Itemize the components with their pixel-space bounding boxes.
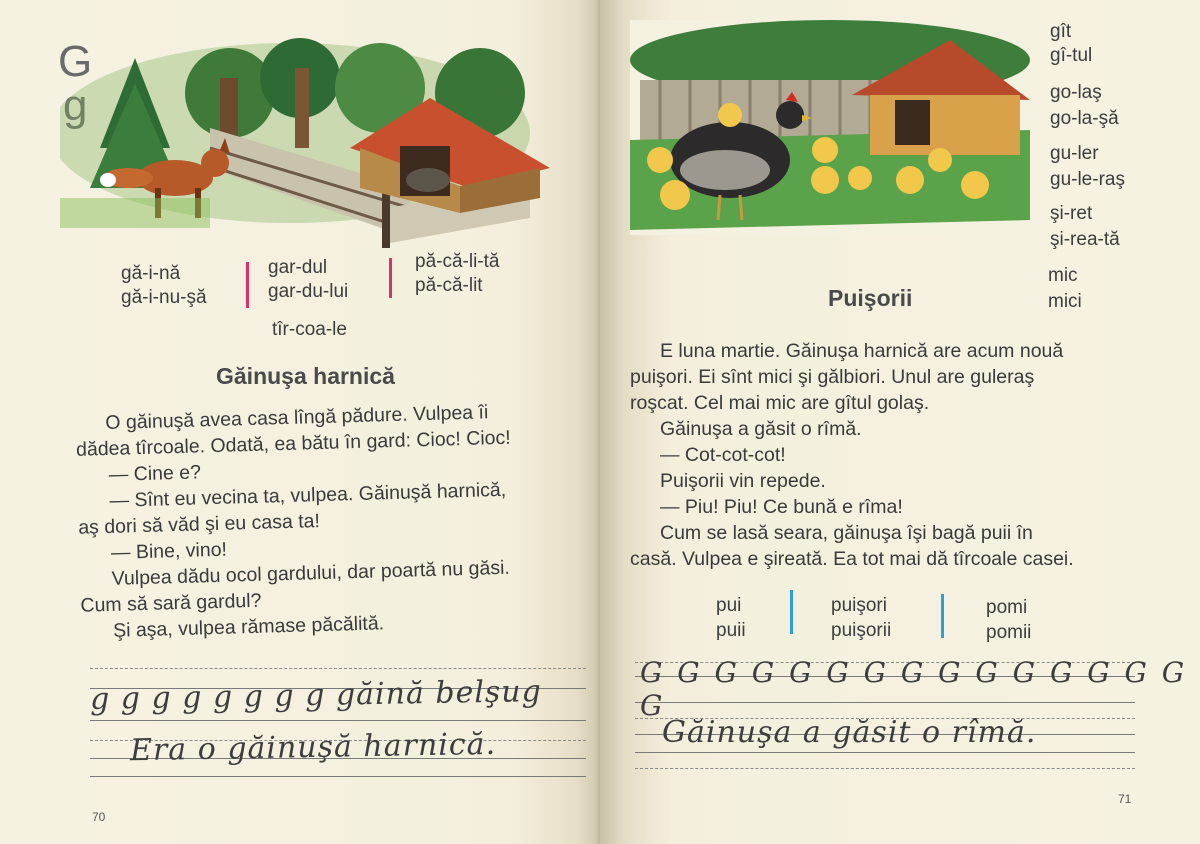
text-line: — Sînt eu vecina ta, vulpea. Găinuşă harnică, — [109, 478, 507, 512]
word-column-2 — [831, 593, 891, 643]
text-line: — Cine e? — [108, 461, 202, 486]
cursive-line-2: Era o găinuşă harnică. — [129, 726, 497, 769]
guide-line — [90, 668, 586, 669]
story-title: Găinuşa harnică — [216, 363, 395, 389]
guide-line — [635, 768, 1135, 769]
word: pomi — [986, 597, 1028, 618]
text-line: — Bine, vino! — [110, 538, 228, 564]
page-number: 71 — [1118, 792, 1132, 806]
text-line: — Piu! Piu! Ce bună e rîma! — [660, 496, 903, 518]
text-line: Şi aşa, vulpea rămase păcălită. — [112, 612, 385, 642]
text-line: Puişorii vin repede. — [660, 470, 826, 492]
syllable-line: gă-i-nu-şă — [121, 287, 207, 308]
syllable-line: gă-i-nă — [121, 263, 181, 284]
word-pair — [1050, 20, 1092, 68]
story-title: Puişorii — [828, 285, 913, 311]
text-line: aş dori să văd şi eu casa ta! — [77, 510, 321, 539]
word: şi-ret — [1050, 203, 1093, 224]
letter-lower: g — [63, 81, 88, 130]
word: go-la-şă — [1050, 108, 1119, 129]
hen-chicks-illustration — [630, 20, 1030, 235]
separator-bar — [941, 594, 944, 638]
word: mic — [1048, 265, 1078, 286]
word-pair — [1050, 201, 1120, 253]
right-page — [600, 0, 1200, 844]
text-line: dădea tîrcoale. Odată, ea bătu în gard: Cioc! Cioc! — [75, 426, 511, 461]
syllable-line: pă-că-li-tă — [415, 251, 500, 272]
word-column-3 — [986, 595, 1031, 645]
separator-bar — [790, 590, 793, 634]
text-line: Vulpea dădu ocol gardului, dar poartă nu găsi. — [111, 556, 511, 590]
syllable-line: pă-că-lit — [415, 275, 483, 296]
word: gu-le-raş — [1050, 169, 1125, 190]
text-line: E luna martie. Găinuşa harnică are acum nouă — [660, 340, 1064, 362]
text-line: Cum să sară gardul? — [80, 589, 262, 617]
cursive-line-1: G G G G G G G G G G G G G G G G — [640, 656, 1188, 722]
story-text — [75, 397, 591, 644]
word: gît — [1050, 21, 1072, 42]
page-number: 70 — [92, 810, 106, 824]
syllable-group-2 — [268, 256, 348, 304]
guide-line — [635, 752, 1135, 753]
word: go-laş — [1050, 82, 1102, 103]
word-pair — [1048, 263, 1082, 315]
word: puişori — [831, 595, 887, 616]
story-text — [630, 338, 1150, 572]
text-line: Cum se lasă seara, găinuşa îşi bagă puii în — [660, 522, 1033, 544]
text-line: puişori. Ei sînt mici şi gălbiori. Unul are guleraş — [630, 366, 1035, 388]
text-line: O găinuşă avea casa lîngă pădure. Vulpea îi — [105, 401, 489, 434]
fox-henhouse-illustration — [60, 38, 560, 250]
word: puii — [716, 620, 746, 641]
letter-upper: G — [58, 37, 93, 86]
text-line: Găinuşa a găsit o rîmă. — [660, 418, 862, 440]
word: puişorii — [831, 620, 892, 641]
text-line: casă. Vulpea e şireată. Ea tot mai dă tîrcoale casei. — [630, 548, 1074, 570]
word: pui — [716, 595, 742, 616]
syllable-group-3 — [415, 250, 499, 298]
syllable-group-1 — [121, 262, 207, 310]
syllable-line: gar-du-lui — [268, 281, 349, 302]
text-line: roşcat. Cel mai mic are gîtul golaş. — [630, 392, 930, 414]
word: gu-ler — [1050, 143, 1099, 164]
cursive-line-2: Găinuşa a găsit o rîmă. — [662, 715, 1037, 750]
word: mici — [1048, 291, 1082, 312]
separator-bar — [246, 262, 249, 308]
word: pomii — [986, 622, 1032, 643]
guide-line — [90, 776, 586, 777]
word: şi-rea-tă — [1050, 229, 1120, 250]
syllable-extra: tîr-coa-le — [272, 319, 347, 340]
word-pair — [1050, 141, 1125, 193]
word: gî-tul — [1050, 45, 1093, 66]
cursive-line-1: g g g g g g g g găină belşug — [89, 674, 543, 717]
text-line: — Cot-cot-cot! — [660, 444, 786, 466]
syllable-line: gar-dul — [268, 257, 328, 278]
word-column-1 — [716, 593, 746, 643]
separator-bar — [389, 258, 392, 298]
word-pair — [1050, 80, 1119, 132]
guide-line — [90, 720, 586, 721]
